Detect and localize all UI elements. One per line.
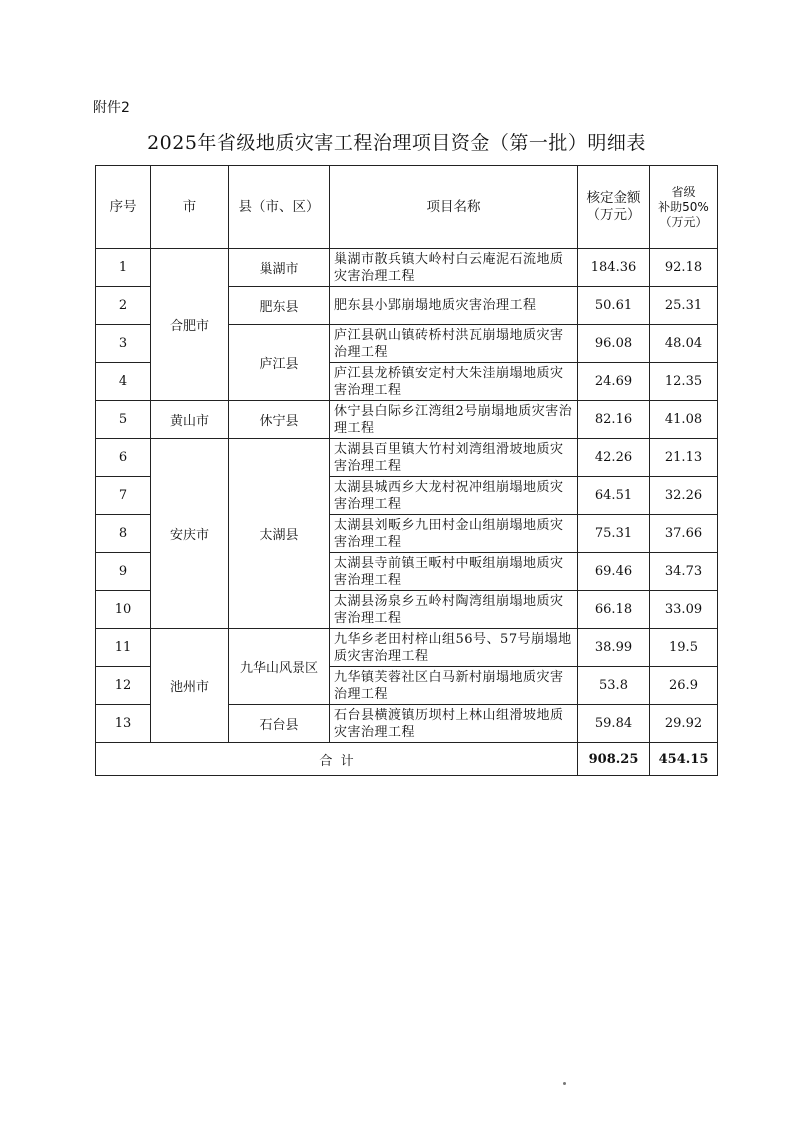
project-cell: 太湖县城西乡大龙村祝冲组崩塌地质灾害治理工程: [330, 477, 578, 515]
approved-cell: 184.36: [578, 249, 650, 287]
county-cell: 肥东县: [229, 287, 330, 325]
seq-cell: 4: [96, 363, 151, 401]
project-cell: 肥东县小郢崩塌地质灾害治理工程: [330, 287, 578, 325]
header-subsidy: [650, 166, 718, 249]
seq-cell: 2: [96, 287, 151, 325]
table-row: [96, 401, 718, 439]
subsidy-cell: 32.26: [650, 477, 718, 515]
approved-cell: 59.84: [578, 705, 650, 743]
project-cell: 太湖县百里镇大竹村刘湾组滑坡地质灾害治理工程: [330, 439, 578, 477]
header-project: 项目名称: [330, 166, 578, 249]
subsidy-cell: 34.73: [650, 553, 718, 591]
table-row: [96, 629, 718, 667]
project-cell: 太湖县刘畈乡九田村金山组崩塌地质灾害治理工程: [330, 515, 578, 553]
header-subsidy-line3: （万元）: [659, 214, 708, 229]
project-cell: 庐江县矾山镇砖桥村洪瓦崩塌地质灾害治理工程: [330, 325, 578, 363]
total-label: 合 计: [96, 743, 578, 776]
subsidy-cell: 92.18: [650, 249, 718, 287]
project-cell: 庐江县龙桥镇安定村大朱洼崩塌地质灾害治理工程: [330, 363, 578, 401]
seq-cell: 8: [96, 515, 151, 553]
project-cell: 巢湖市散兵镇大岭村白云庵泥石流地质灾害治理工程: [330, 249, 578, 287]
header-subsidy-line2: 补助50%: [658, 199, 709, 214]
subsidy-cell: 41.08: [650, 401, 718, 439]
header-county: 县（市、区）: [229, 166, 330, 249]
approved-cell: 66.18: [578, 591, 650, 629]
seq-cell: 12: [96, 667, 151, 705]
approved-cell: 64.51: [578, 477, 650, 515]
page-title: 2025年省级地质灾害工程治理项目资金（第一批）明细表: [147, 132, 646, 154]
seq-cell: 11: [96, 629, 151, 667]
county-cell: 九华山风景区: [229, 629, 330, 705]
table-row: [96, 439, 718, 477]
header-city: 市: [151, 166, 229, 249]
approved-cell: 50.61: [578, 287, 650, 325]
subsidy-cell: 19.5: [650, 629, 718, 667]
city-cell: 池州市: [151, 629, 229, 743]
approved-cell: 82.16: [578, 401, 650, 439]
seq-cell: 7: [96, 477, 151, 515]
subsidy-cell: 25.31: [650, 287, 718, 325]
approved-cell: 53.8: [578, 667, 650, 705]
total-approved: 908.25: [578, 743, 650, 776]
subsidy-cell: 12.35: [650, 363, 718, 401]
seq-cell: 9: [96, 553, 151, 591]
county-cell: 巢湖市: [229, 249, 330, 287]
county-cell: 石台县: [229, 705, 330, 743]
funding-table: [95, 165, 718, 776]
header-approved-line1: 核定金额: [586, 190, 641, 206]
city-cell: 安庆市: [151, 439, 229, 629]
subsidy-cell: 26.9: [650, 667, 718, 705]
approved-cell: 24.69: [578, 363, 650, 401]
county-cell: 太湖县: [229, 439, 330, 629]
project-cell: 九华镇芙蓉社区白马新村崩塌地质灾害治理工程: [330, 667, 578, 705]
seq-cell: 10: [96, 591, 151, 629]
county-cell: 庐江县: [229, 325, 330, 401]
header-approved-line2: （万元）: [586, 207, 641, 223]
project-cell: 太湖县寺前镇王畈村中畈组崩塌地质灾害治理工程: [330, 553, 578, 591]
header-subsidy-line1: 省级: [671, 184, 696, 199]
approved-cell: 42.26: [578, 439, 650, 477]
project-cell: 九华乡老田村梓山组56号、57号崩塌地质灾害治理工程: [330, 629, 578, 667]
subsidy-cell: 33.09: [650, 591, 718, 629]
subsidy-cell: 37.66: [650, 515, 718, 553]
header-approved: [578, 166, 650, 249]
seq-cell: 13: [96, 705, 151, 743]
table-row: [96, 249, 718, 287]
table-header-row: [96, 166, 718, 249]
seq-cell: 3: [96, 325, 151, 363]
approved-cell: 75.31: [578, 515, 650, 553]
attachment-label: 附件2: [93, 100, 130, 116]
seq-cell: 6: [96, 439, 151, 477]
project-cell: 太湖县汤泉乡五岭村陶湾组崩塌地质灾害治理工程: [330, 591, 578, 629]
subsidy-cell: 21.13: [650, 439, 718, 477]
subsidy-cell: 29.92: [650, 705, 718, 743]
project-cell: 休宁县白际乡江湾组2号崩塌地质灾害治理工程: [330, 401, 578, 439]
city-cell: 黄山市: [151, 401, 229, 439]
approved-cell: 38.99: [578, 629, 650, 667]
approved-cell: 96.08: [578, 325, 650, 363]
scan-speck: [563, 1082, 566, 1085]
header-seq: 序号: [96, 166, 151, 249]
total-row: [96, 743, 718, 776]
total-subsidy: 454.15: [650, 743, 718, 776]
city-cell: 合肥市: [151, 249, 229, 401]
subsidy-cell: 48.04: [650, 325, 718, 363]
seq-cell: 1: [96, 249, 151, 287]
approved-cell: 69.46: [578, 553, 650, 591]
project-cell: 石台县横渡镇历坝村上林山组滑坡地质灾害治理工程: [330, 705, 578, 743]
county-cell: 休宁县: [229, 401, 330, 439]
seq-cell: 5: [96, 401, 151, 439]
